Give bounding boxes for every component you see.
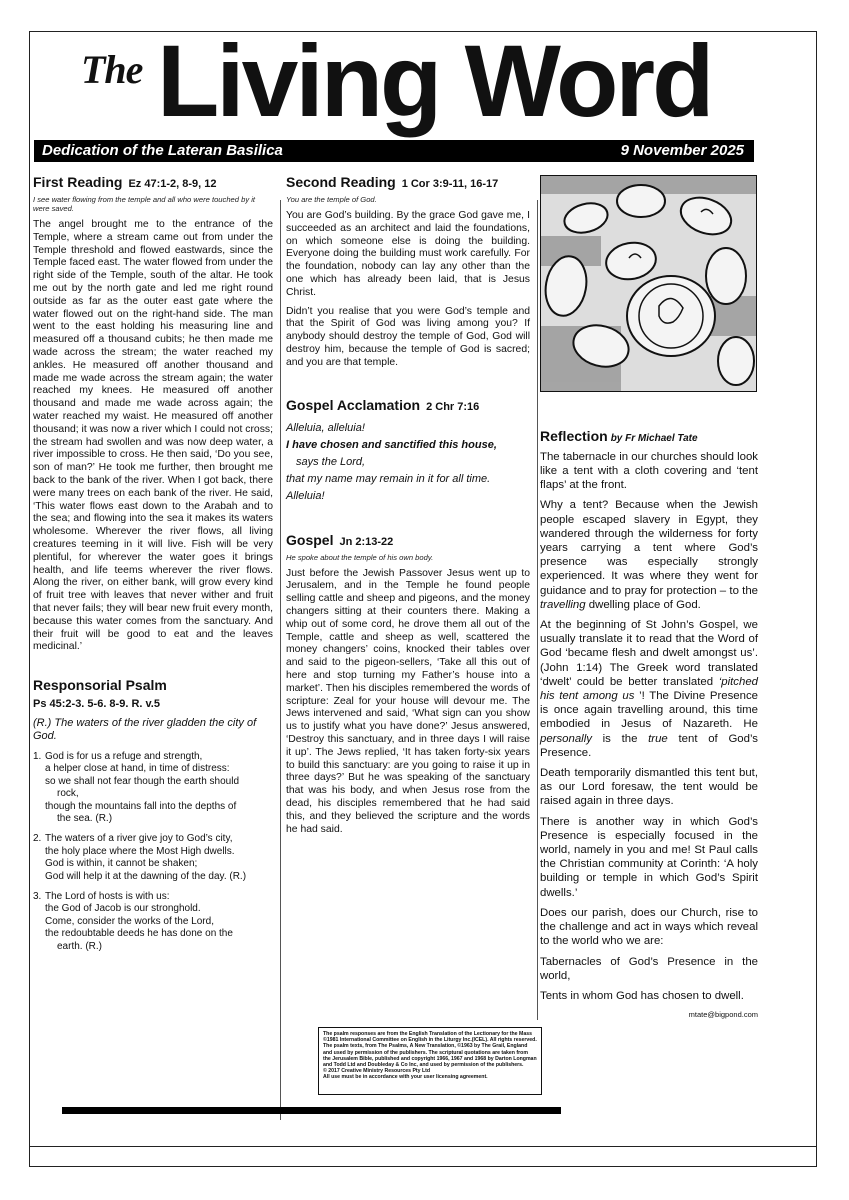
coins-artwork <box>541 176 756 391</box>
masthead-the: The <box>81 47 143 92</box>
first-reading-intro: I see water flowing from the temple and all who were touched by it were saved. <box>33 195 256 213</box>
acclamation-text: Alleluia, alleluia! I have chosen and sanctified this house, says the Lord, that my name may remain in it for all time. Alleluia! <box>286 421 497 502</box>
reflection-p5: There is another way in which God’s Presence is especially focused in the world, namely in you and me! St Paul calls the Christian community at Corinth: ‘A holy building or temple in which God’s Spirit dwells.’ <box>540 815 758 899</box>
bottom-bar <box>62 1107 561 1114</box>
psalm-reference: Ps 45:2-3. 5-6. 8-9. R. v.5 <box>33 698 160 711</box>
reflection-p1: The tabernacle in our churches should look like a tent with a cloth covering and ‘tent flaps’ at the front. <box>540 450 758 492</box>
column-left <box>33 173 273 961</box>
first-reading-text: The angel brought me to the entrance of the Temple, where a stream came out from under the Temple threshold and flowed eastwards, since the Temple faced east. The water flowed from under the right side of the Temple, south of the altar. He took me out by the north gate and led me right round outside as far as the outer east gate where the water flowed out on the right-hand side. The man went to the east holding his measuring line and measured off a thousand cubits; he then made me wade across the stream; the water reached my ankles. He measured off another thousand and made me wade across the stream again; the water reached my knees. He measured off another thousand and made me wade across again; the water reached my waist. He measured off another thousand; it was now a river which I could not cross; the stream had swollen and was now deep water, a river impossible to cross. He then said, ‘Do you see, son of man?’ He took me further, then brought me back to the bank of the river. When I got back, there were many trees on each bank of the river. He said, ‘This water flows east down to the Arabah and to the sea; and flowing into the sea it makes its waters wholesome. Wherever the river flows, all living creatures teeming in it will live. Fish will be very plentiful, for wherever the water goes it brings health, and life teems wherever the river flows. Along the river, on either bank, will grow every kind of fruit tree with leaves that never wither and fruit that never fails; they will bear new fruit every month, because this water comes from the sanctuary. And their fruit will be good to eat and the leaves medicinal.’ <box>33 219 273 653</box>
reflection-p7: Tabernacles of God’s Presence in the world, <box>540 955 758 982</box>
column-divider-2 <box>537 200 538 1020</box>
acclamation-heading: Gospel Acclamation 2 Chr 7:16 <box>286 396 480 413</box>
coins-illustration <box>540 175 757 392</box>
column-divider-1 <box>280 200 281 1120</box>
gospel-reference: Jn 2:13-22 <box>339 535 394 548</box>
second-reading-p1: You are God’s building. By the grace God gave me, I succeeded as an architect and laid the foundations, on which someone else is doing the building. Everyone doing the building must work carefully. For the foundation, nobody can lay any other than the one which has already been laid, that is Jesus Christ. <box>286 210 530 298</box>
reflection-p2: Why a tent? Because when the Jewish people escaped slavery in Egypt, they wandered through the wilderness for forty years carrying a tent where God’s presence was especially strongly experienced. It was where they went for guidance and to pray for protection – to the travelling dwelling place of God. <box>540 499 758 611</box>
gospel-heading: Gospel Jn 2:13-22 <box>286 531 394 548</box>
second-reading-reference: 1 Cor 3:9-11, 16-17 <box>401 178 499 190</box>
masthead <box>29 24 817 146</box>
issue-date: 9 November 2025 <box>620 142 744 159</box>
masthead-title: Living Word <box>157 24 712 138</box>
psalm-verse: 2. The waters of a river give joy to God’s city, the holy place where the Most High dwells. God is within, it cannot be shaken; God will help it at the dawning of the day. (R.) <box>33 833 247 882</box>
gospel-text: Just before the Jewish Passover Jesus went up to Jerusalem, and in the Temple he found people selling cattle and sheep and pigeons, and the money changers sitting at their counters there. Making a whip out of some cord, he drove them all out of the Temple, cattle and sheep as well, scattered the money changers’ coins, knocked their tables over and said to the pigeon-sellers, ‘Take all this out of here and stop turning my Father’s house into a market’. Then his disciples remembered the words of scripture: Zeal for your house will devour me. The Jews intervened and said, ‘What sign can you show us to justify what you have done?’ Jesus answered, ‘Destroy this sanctuary, and in three days I will raise it up’. The Jews replied, ‘It has taken forty-six years to build this sanctuary: are you going to raise it up in three days?’ But he was speaking of the sanctuary that was his body, and when Jesus rose from the dead, his disciples remembered that he had said this, and they believed the scripture and the words he had said. <box>286 567 530 835</box>
reflection-p8: Tents in whom God has chosen to dwell. <box>540 989 744 1002</box>
copyright-notice: The psalm responses are from the English Translation of the Lectionary for the Mass ©1981 International Committee on English in the Liturgy Inc.(ICEL). All rights reserved. The psalm texts, from The Psalms, A New Translation, ©1963 by The Grail, England and used by permission of the publishers. The scriptural quotations are taken from the Jerusalem Bible, published and copyright 1966, 1967 and 1968 by Darton Longman and Todd Ltd and Doubleday & Co Inc, and used by permission of the publishers. © 2017 Creative Ministry Resources Pty Ltd All use must be in accordance with your user licensing agreement. <box>318 1027 542 1095</box>
column-right <box>540 430 758 1022</box>
column-middle <box>286 173 530 842</box>
author-email: mtate@bigpond.com <box>688 1010 758 1020</box>
reflection-p6: Does our parish, does our Church, rise to the challenge and act in ways which reveal to the world who we are: <box>540 906 758 948</box>
date-banner <box>34 140 754 162</box>
acclamation-reference: 2 Chr 7:16 <box>426 400 480 413</box>
footer-rule <box>29 1146 817 1147</box>
reflection-byline: by Fr Michael Tate <box>610 433 698 444</box>
second-reading-p2: Didn’t you realise that you were God’s temple and that the Spirit of God was living among you? If anybody should destroy the temple of God, God will destroy him, because the temple of God is sacred; and you are that temple. <box>286 305 530 368</box>
psalm-response: (R.) The waters of the river gladden the city of God. <box>33 716 257 742</box>
second-reading-heading: Second Reading 1 Cor 3:9-11, 16-17 <box>286 174 499 190</box>
psalm-verse: 1. God is for us a refuge and strength, a helper close at hand, in time of distress: so we shall not fear though the earth should rock, though the mountains fall into the depths of the sea. (R.) <box>33 750 240 824</box>
reflection-p4: Death temporarily dismantled this tent but, as our Lord foresaw, the tent would be raised again in three days. <box>540 767 758 808</box>
reflection-p3: At the beginning of St John’s Gospel, we usually translate it to read that the Word of God ‘became flesh and dwelt amongst us’. (John 1:14) The Greek word translated ‘dwelt’ could be better translated ‘pitched his tent among us ’! The Divine Presence is once again travelling around, this time embodied in Jesus of Nazareth. He personally is the true tent of God’s Presence. <box>540 619 758 759</box>
psalm-verse: 3. The Lord of hosts is with us: the God of Jacob is our stronghold. Come, consider the works of the Lord, the redoubtable deeds he has done on the earth. (R.) <box>33 890 233 952</box>
feast-name: Dedication of the Lateran Basilica <box>42 142 283 159</box>
first-reading-heading: First Reading Ez 47:1-2, 8-9, 12 <box>33 174 217 190</box>
second-reading-intro: You are the temple of God. <box>286 195 377 204</box>
psalm-heading: Responsorial Psalm <box>33 677 167 694</box>
first-reading-reference: Ez 47:1-2, 8-9, 12 <box>128 178 217 190</box>
gospel-intro: He spoke about the temple of his own body. <box>286 552 434 562</box>
reflection-heading: Reflection by Fr Michael Tate <box>540 428 698 444</box>
